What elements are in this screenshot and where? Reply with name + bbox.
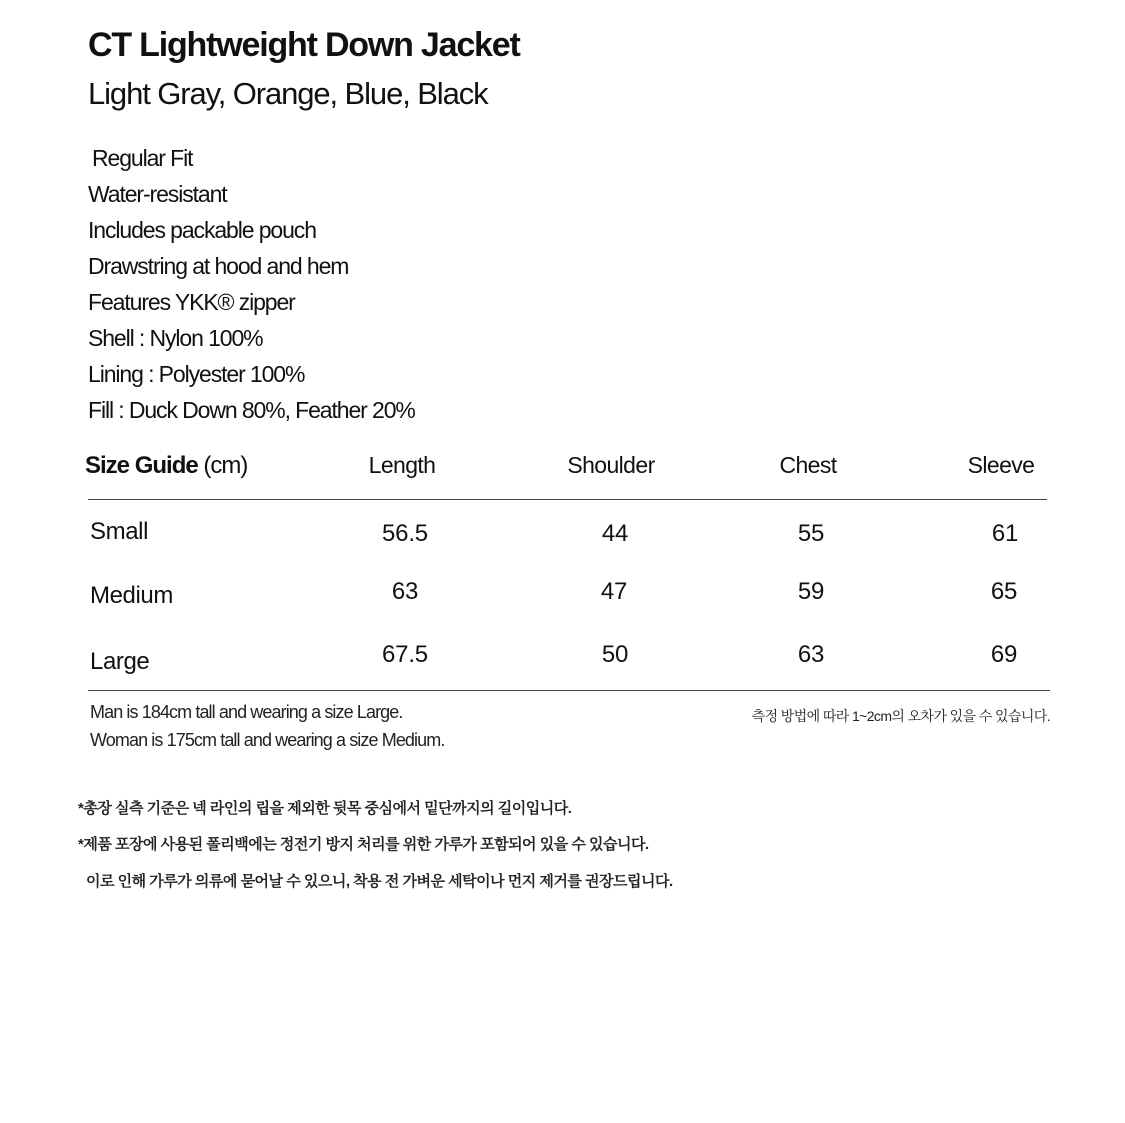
cell-large-shoulder: 50 — [601, 641, 629, 668]
cell-small-sleeve: 61 — [991, 520, 1019, 547]
column-header-length: Length — [368, 452, 436, 478]
cell-medium-length: 63 — [391, 578, 419, 605]
feature-list — [88, 140, 415, 428]
size-guide-title: Size Guide — [85, 452, 198, 479]
cell-medium-shoulder: 47 — [600, 578, 628, 605]
cell-large-length: 67.5 — [382, 641, 428, 668]
feature-item: Drawstring at hood and hem — [88, 253, 349, 279]
feature-item: Shell : Nylon 100% — [88, 325, 263, 351]
model-note-woman: Woman is 175cm tall and wearing a size Medium. — [90, 730, 445, 750]
size-guide-unit: (cm) — [203, 452, 248, 479]
cell-small-chest: 55 — [797, 520, 825, 547]
table-top-divider — [88, 499, 1047, 500]
product-title: CT Lightweight Down Jacket — [88, 26, 520, 64]
table-bottom-divider — [88, 690, 1050, 691]
measurement-tolerance-note: 측정 방법에 따라 1~2cm의 오차가 있을 수 있습니다. — [751, 708, 1050, 724]
column-header-sleeve: Sleeve — [967, 452, 1035, 478]
footnote-length-measure: *총장 실측 기준은 넥 라인의 립을 제외한 뒷목 중심에서 밑단까지의 길이입니다. — [78, 800, 572, 817]
footnote-polybag: *제품 포장에 사용된 폴리백에는 정전기 방지 처리를 위한 가루가 포함되어 있을 수 있습니다. — [78, 836, 649, 853]
cell-medium-chest: 59 — [797, 578, 825, 605]
row-label-medium: Medium — [90, 582, 173, 609]
cell-large-sleeve: 69 — [990, 641, 1018, 668]
feature-item: Includes packable pouch — [88, 217, 316, 243]
cell-medium-sleeve: 65 — [990, 578, 1018, 605]
feature-item: Lining : Polyester 100% — [88, 361, 305, 387]
cell-small-shoulder: 44 — [601, 520, 629, 547]
cell-large-chest: 63 — [797, 641, 825, 668]
row-label-small: Small — [90, 518, 149, 545]
size-guide-heading — [85, 452, 247, 480]
footnote-polybag-continued: 이로 인해 가루가 의류에 묻어날 수 있으니, 착용 전 가벼운 세탁이나 먼지 제거를 권장드립니다. — [86, 873, 673, 890]
column-header-chest: Chest — [779, 452, 837, 478]
row-label-large: Large — [90, 648, 150, 675]
model-note-man: Man is 184cm tall and wearing a size Large. — [90, 702, 403, 722]
column-header-shoulder: Shoulder — [567, 452, 655, 478]
feature-item: Features YKK® zipper — [88, 289, 295, 315]
feature-item: Water-resistant — [88, 181, 227, 207]
feature-item: Regular Fit — [92, 145, 193, 171]
product-colors: Light Gray, Orange, Blue, Black — [88, 76, 488, 111]
cell-small-length: 56.5 — [382, 520, 428, 547]
feature-item: Fill : Duck Down 80%, Feather 20% — [88, 397, 415, 423]
